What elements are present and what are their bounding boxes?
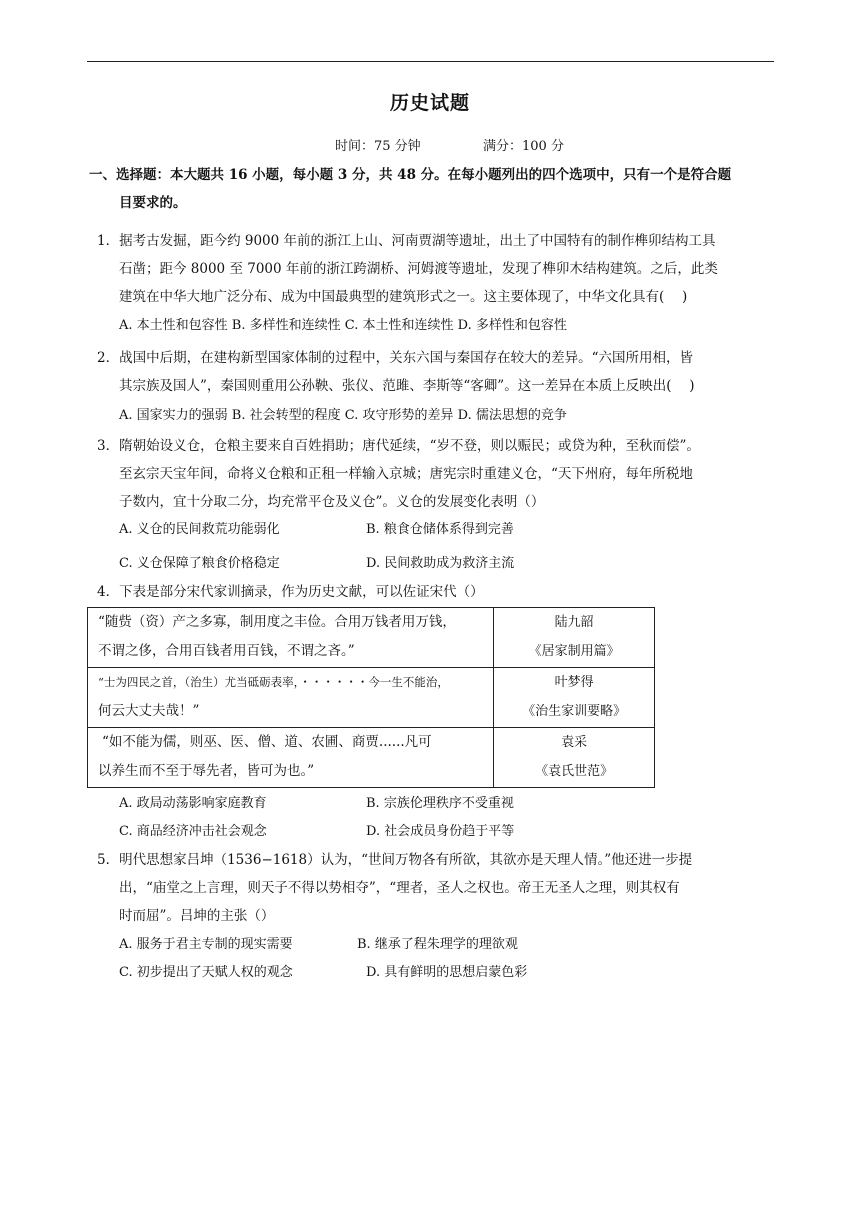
question-5-option-d: D. 具有鲜明的思想启蒙色彩	[366, 965, 528, 980]
question-4-text: 4．下表是部分宋代家训摘录，作为历史文献，可以佐证宋代（）	[97, 584, 484, 600]
question-3-option-c: C. 义仓保障了粮食价格稳定	[119, 556, 280, 571]
table-row	[88, 728, 655, 788]
question-3-text: 3．隋朝始设义仓，仓粮主要来自百姓捐助；唐代延续，“岁不登，则以赈民；或贷为种，至秋而偿”。	[97, 438, 700, 454]
exam-time: 时间：75 分钟	[335, 139, 421, 154]
question-2-text-line2: 其宗族及国人”，秦国则重用公孙鞅、张仪、范雎、李斯等“客卿”。这一差异在本质上反映出( )	[119, 378, 695, 394]
question-3-option-d: D. 民间救助成为救济主流	[366, 556, 515, 571]
question-3-text-line2: 至玄宗天宝年间，命将义仓粮和正租一样输入京城；唐宪宗时重建义仓，“天下州府，每年所税地	[119, 466, 693, 482]
question-4-option-d: D. 社会成员身份趋于平等	[366, 824, 515, 839]
book-title: 《袁氏世范》	[535, 764, 614, 779]
question-5-option-c: C. 初步提出了天赋人权的观念	[119, 965, 293, 980]
quote-line: 以养生而不至于辱先者，皆可为也。”	[98, 763, 315, 779]
question-5-text: 5．明代思想家吕坤（1536−1618）认为，“世间万物各有所欲，其欲亦是天理人情。”他还进一步提	[97, 852, 693, 868]
question-1-text-line3: 建筑在中华大地广泛分布、成为中国最典型的建筑形式之一。这主要体现了，中华文化具有( )	[119, 289, 688, 305]
quote-cell	[88, 668, 494, 728]
page-title: 历史试题	[389, 92, 470, 114]
quote-cell	[88, 728, 494, 788]
author-name: 袁采	[561, 735, 588, 750]
exam-score: 满分：100 分	[483, 139, 564, 154]
source-cell	[494, 728, 655, 788]
author-name: 叶梦得	[554, 675, 594, 690]
quote-line: “士为四民之首，（治生）尤当砥砺表率，・・・・・・今一生不能治，	[98, 675, 449, 689]
table-row	[88, 608, 655, 668]
book-title: 《治生家训要略》	[522, 704, 627, 719]
question-4-option-c: C. 商品经济冲击社会观念	[119, 824, 267, 839]
quote-line: 不谓之侈，合用百钱者用百钱，不谓之吝。”	[98, 643, 355, 659]
header-rule	[87, 61, 774, 62]
question-3-text-line3: 子数内，宜十分取二分，均充常平仓及义仓”。义仓的发展变化表明（）	[119, 494, 545, 510]
question-3-option-a: A. 义仓的民间救荒功能弱化	[119, 522, 280, 537]
family-precepts-table	[87, 607, 655, 788]
question-5-text-line2: 出，“庙堂之上言理，则天子不得以势相夺”，“理者，圣人之权也。帝王无圣人之理，则其权有	[119, 880, 680, 896]
question-1-text: 1．据考古发掘，距今约 9000 年前的浙江上山、河南贾湖等遗址，出土了中国特有的制作榫卯结构工具	[97, 233, 716, 249]
book-title: 《居家制用篇》	[528, 644, 620, 659]
section-heading-cont: 目要求的。	[119, 195, 187, 211]
quote-line: “如不能为儒，则巫、医、僧、道、农圃、商贾......凡可	[102, 734, 432, 750]
question-5-option-b: B. 继承了程朱理学的理欲观	[357, 937, 518, 952]
section-heading: 一、选择题：本大题共 16 小题，每小题 3 分，共 48 分。在每小题列出的四个选项中，只有一个是符合题	[89, 167, 732, 183]
table-row	[88, 668, 655, 728]
question-3-option-b: B. 粮食仓储体系得到完善	[366, 522, 514, 537]
quote-cell	[88, 608, 494, 668]
source-cell	[494, 608, 655, 668]
quote-line: 何云大丈夫哉！”	[98, 703, 200, 719]
source-cell	[494, 668, 655, 728]
question-1-options: A. 本土性和包容性 B. 多样性和连续性 C. 本土性和连续性 D. 多样性和包容性	[119, 318, 567, 333]
question-5-option-a: A. 服务于君主专制的现实需要	[119, 937, 293, 952]
question-4-option-a: A. 政局动荡影响家庭教育	[119, 796, 267, 811]
question-4-option-b: B. 宗族伦理秩序不受重视	[366, 796, 514, 811]
question-1-text-line2: 石凿；距今 8000 至 7000 年前的浙江跨湖桥、河姆渡等遗址，发现了榫卯木结构建筑。之后，此类	[119, 261, 718, 277]
author-name: 陆九韶	[554, 615, 594, 630]
question-5-text-line3: 时而屈”。吕坤的主张（）	[119, 908, 275, 924]
quote-line: “随赀（资）产之多寡，制用度之丰俭。合用万钱者用万钱，	[98, 614, 456, 630]
question-2-options: A. 国家实力的强弱 B. 社会转型的程度 C. 攻守形势的差异 D. 儒法思想的竞争	[119, 408, 567, 423]
question-2-text: 2．战国中后期，在建构新型国家体制的过程中，关东六国与秦国存在较大的差异。“六国所用相，皆	[97, 350, 693, 366]
